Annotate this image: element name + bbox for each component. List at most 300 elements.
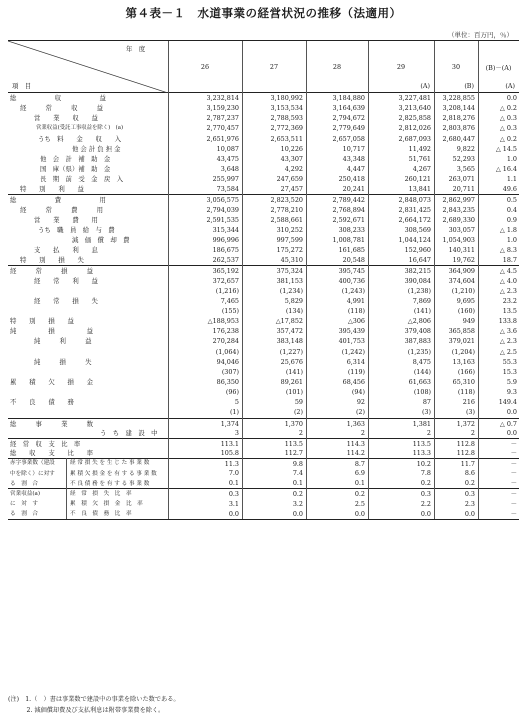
cell-value: 2,778,210 (270, 205, 303, 214)
cell-value: 0.2 (464, 479, 475, 488)
table-row (8, 225, 519, 235)
cell-value: 20,548 (342, 256, 365, 265)
cell-value: (1,227) (279, 347, 303, 356)
table-row (8, 336, 519, 346)
cell-value: 383,148 (276, 337, 303, 346)
cell-value: (96) (225, 388, 239, 397)
cell-value: 10,226 (280, 144, 303, 153)
cell-value: 3,565 (456, 164, 475, 173)
cell-value: 186,675 (212, 246, 239, 255)
row-label: 経 常 収 益 (20, 104, 104, 113)
cell-value: 149.4 (498, 398, 517, 407)
header-sub-5: (A) (505, 82, 515, 90)
cell-value: 2,651,976 (206, 134, 239, 143)
row-label: うち 料 金 収 入 (38, 134, 122, 143)
cell-value: △ 2.3 (499, 286, 517, 295)
cell-value: 2,588,661 (270, 215, 303, 224)
cell-value: △ 8.3 (499, 246, 517, 255)
cell-value: 308,569 (404, 225, 431, 234)
cell-value: △2,806 (407, 317, 431, 326)
table-row (8, 174, 519, 184)
cell-value: 1,363 (346, 419, 365, 428)
cell-value: △ 3.6 (499, 327, 517, 336)
cell-value: 0.2 (354, 490, 365, 499)
table-row (8, 448, 519, 458)
cell-value: (141) (413, 306, 431, 315)
cell-value: 10,717 (342, 144, 365, 153)
row-label: 国 庫（県）補 助 金 (40, 164, 111, 173)
table-row (8, 144, 519, 154)
cell-value: 7,869 (412, 296, 431, 305)
row-label: 純 利 益 (34, 337, 92, 346)
cell-value: 0.1 (354, 479, 365, 488)
cell-value: 7,465 (220, 296, 239, 305)
revenue-ratio-group (8, 489, 168, 519)
cell-value: 140,311 (448, 246, 475, 255)
cell-value: △ 2.3 (499, 337, 517, 346)
header-sub-4: (B) (464, 82, 474, 90)
cell-value: 5 (234, 398, 239, 407)
header-col-2: 28 (332, 63, 342, 71)
cell-value: 1,381 (412, 419, 431, 428)
cell-value: 365,858 (448, 327, 475, 336)
management-table (8, 40, 519, 520)
cell-value: (1,242) (341, 347, 365, 356)
table-row (8, 296, 519, 306)
cell-value: (1,234) (279, 286, 303, 295)
table-row (8, 347, 519, 357)
row-label: 総 収 益 (10, 94, 106, 102)
cell-value: 43,307 (280, 154, 303, 163)
cell-value: 310,252 (276, 225, 303, 234)
cell-value: 18.7 (502, 256, 517, 265)
cell-value: 5,829 (284, 296, 303, 305)
cell-value: △ 4.5 (499, 267, 517, 276)
cell-value: 1.0 (506, 235, 517, 244)
cell-value: 996,996 (212, 235, 239, 244)
cell-value: 2,687,093 (398, 134, 431, 143)
table-row (8, 438, 519, 448)
cell-value: 27,457 (280, 185, 303, 194)
row-label: 他 会 計 補 助 金 (40, 154, 111, 163)
cell-value: 11.7 (460, 460, 475, 469)
footnote-2: 2. 減価償却費及び支払利息は附帯事業費を除く。 (8, 707, 165, 714)
cell-value: 2,825,858 (398, 114, 431, 123)
cell-value: 2 (426, 428, 431, 437)
cell-value: 114.2 (346, 448, 365, 457)
cell-value: 395,439 (338, 327, 365, 336)
cell-value: 11.3 (224, 460, 239, 469)
cell-value: 3,164,639 (332, 104, 365, 113)
table-row (8, 276, 519, 286)
cell-value: 9.8 (292, 460, 303, 469)
cell-value: (3) (421, 408, 431, 417)
footnote-1: (注) 1.（ ）書は事業数で建設中の事業を除いた数である。 (8, 696, 180, 703)
cell-value: 2 (470, 428, 475, 437)
cell-value: 2.3 (464, 499, 475, 508)
row-label: 営 業 費 用 (34, 215, 98, 224)
cell-value: (1) (229, 408, 239, 417)
cell-value: 0.0 (464, 509, 475, 518)
row-label: 総 事 業 数 (10, 419, 94, 428)
cell-value: 113.5 (284, 439, 303, 448)
row-label: 不 良 債 務 (10, 398, 74, 407)
cell-value: 0.5 (506, 196, 517, 205)
table-row (8, 93, 519, 103)
table-row (8, 154, 519, 164)
cell-value: 161,685 (338, 246, 365, 255)
cell-value: 3 (234, 428, 239, 437)
header-sub-3: (A) (420, 82, 430, 90)
cell-value: 25,676 (280, 357, 303, 366)
cell-value: (1,238) (407, 286, 431, 295)
table-row (8, 418, 519, 428)
header-col-3: 29 (396, 63, 406, 71)
cell-value: 16,647 (408, 256, 431, 265)
cell-value: 3,232,814 (206, 94, 239, 102)
cell-value: (94) (351, 388, 365, 397)
cell-value: 2,657,058 (332, 134, 365, 143)
cell-value: 7.8 (420, 469, 431, 478)
table-row (8, 184, 519, 194)
cell-value: 89,261 (280, 377, 303, 386)
cell-value: 949 (462, 317, 475, 326)
cell-value: 2,591,535 (206, 215, 239, 224)
cell-value: △ 2.5 (499, 347, 517, 356)
cell-value: 152,960 (404, 246, 431, 255)
cell-value: 4,267 (412, 164, 431, 173)
cell-value: (3) (465, 408, 475, 417)
row-label: 純 損 益 (10, 327, 94, 336)
loss-ratio-group (8, 458, 168, 488)
row-label: う ち 建 設 中 (100, 428, 158, 437)
cell-value: (141) (285, 367, 303, 376)
cell-value: 2 (360, 428, 365, 437)
table-row (8, 235, 519, 245)
cell-value: 308,233 (338, 225, 365, 234)
cell-value: 113.1 (220, 439, 239, 448)
table-body (8, 93, 519, 519)
header-col-4: 30 (451, 63, 461, 71)
cell-value: 3.1 (228, 499, 239, 508)
loss-ratio-group-right: 不 良 債 務 を 有 す る 事 業 数 (70, 480, 150, 487)
table-row (8, 134, 519, 144)
cell-value: 1,374 (220, 419, 239, 428)
cell-value: 55.3 (502, 357, 517, 366)
cell-value: △ 0.3 (499, 124, 517, 133)
cell-value: 59 (294, 398, 303, 407)
header-col-0: 26 (200, 63, 210, 71)
cell-value: 43,348 (342, 154, 365, 163)
cell-value: 0.1 (228, 479, 239, 488)
cell-value: 997,599 (276, 235, 303, 244)
table-row (8, 164, 519, 174)
cell-value: － (510, 499, 517, 508)
cell-value: (1,216) (215, 286, 239, 295)
table-row (8, 103, 519, 113)
cell-value: 8.6 (464, 469, 475, 478)
cell-value: (1,064) (215, 347, 239, 356)
table-row (8, 255, 519, 265)
cell-value: 2,794,039 (206, 205, 239, 214)
cell-value: △ 16.4 (495, 164, 517, 173)
cell-value: 401,753 (338, 337, 365, 346)
header-col-1: 27 (269, 63, 279, 71)
cell-value: 2.2 (420, 499, 431, 508)
cell-value: 6.9 (354, 469, 365, 478)
cell-value: 92 (356, 398, 365, 407)
cell-value: － (510, 448, 517, 457)
row-label: 総 収 支 比 率 (10, 448, 94, 457)
cell-value: 8,475 (412, 357, 431, 366)
cell-value: 19,762 (452, 256, 475, 265)
cell-value: 0.2 (292, 490, 303, 499)
row-label: 特 別 損 失 (20, 256, 84, 265)
cell-value: 270,284 (212, 337, 239, 346)
cell-value: 2,831,425 (398, 205, 431, 214)
cell-value: 1,044,124 (398, 235, 431, 244)
cell-value: 11,492 (408, 144, 431, 153)
cell-value: 20,241 (342, 185, 365, 194)
cell-value: 1.0 (506, 154, 517, 163)
cell-value: 68,456 (342, 377, 365, 386)
header-nendo: 年 度 (126, 45, 146, 53)
cell-value: 9.3 (506, 388, 517, 397)
revenue-ratio-group-right: 累 積 欠 損 金 比 率 (70, 500, 143, 507)
header-col-5: (B)－(A) (485, 64, 512, 72)
cell-value: 2.5 (354, 499, 365, 508)
table-row (8, 265, 519, 275)
cell-value: △17,852 (275, 317, 303, 326)
cell-value: △ 4.0 (499, 276, 517, 285)
cell-value: 2,787,237 (206, 114, 239, 123)
cell-value: 2,680,447 (442, 134, 475, 143)
column-line (478, 41, 479, 519)
cell-value: 2,812,026 (398, 124, 431, 133)
row-label: 経 常 損 失 (34, 296, 98, 305)
column-line (368, 41, 369, 519)
cell-value: 0.0 (228, 509, 239, 518)
cell-value: 382,215 (404, 267, 431, 276)
cell-value: 0.0 (354, 509, 365, 518)
cell-value: △ 1.8 (499, 225, 517, 234)
table-row (8, 428, 519, 438)
column-line (434, 41, 435, 519)
cell-value: 0.0 (420, 509, 431, 518)
cell-value: 10.2 (416, 460, 431, 469)
cell-value: 2,803,876 (442, 124, 475, 133)
cell-value: 0.0 (506, 428, 517, 437)
cell-value: 1,008,781 (332, 235, 365, 244)
row-label: 他 会 計 負 担 金 (72, 144, 121, 153)
cell-value: 2,823,520 (270, 196, 303, 205)
cell-value: 133.8 (498, 317, 517, 326)
cell-value: △ 0.2 (499, 104, 517, 113)
header-item: 項 目 (12, 82, 32, 90)
cell-value: 114.3 (346, 439, 365, 448)
cell-value: 23.2 (502, 296, 517, 305)
loss-ratio-group-right: 累 積 欠 損 金 を 有 す る 事 業 数 (70, 470, 157, 477)
row-label: 減 価 償 却 費 (72, 235, 130, 244)
loss-ratio-group-left: 赤字事業数（建設 (10, 460, 55, 467)
cell-value: 1,372 (456, 419, 475, 428)
column-line (306, 41, 307, 519)
table-title: 第４表－１ 水道事業の経営状況の推移（法適用） (125, 6, 402, 20)
row-label: 総 費 用 (10, 196, 106, 205)
cell-value: (1,210) (451, 286, 475, 295)
cell-value: 372,657 (212, 276, 239, 285)
cell-value: 2,664,172 (398, 215, 431, 224)
cell-value: 43,475 (216, 154, 239, 163)
cell-value: (118) (347, 306, 365, 315)
cell-value: (1,204) (451, 347, 475, 356)
row-label: 営業収益(受託工事収益を除く) (a) (36, 125, 124, 132)
row-label: うち 職 員 給 与 費 (38, 225, 115, 234)
cell-value: 400,736 (338, 276, 365, 285)
cell-value: 3,228,855 (442, 94, 475, 102)
cell-value: 379,021 (448, 337, 475, 346)
table-row (8, 357, 519, 367)
cell-value: 303,057 (448, 225, 475, 234)
cell-value: (1,235) (407, 347, 431, 356)
cell-value: (144) (413, 367, 431, 376)
cell-value: 255,997 (212, 175, 239, 184)
cell-value: 315,344 (212, 225, 239, 234)
cell-value: 2,789,442 (332, 196, 365, 205)
cell-value: 94,046 (216, 357, 239, 366)
cell-value: 0.3 (228, 490, 239, 499)
cell-value: 73,584 (216, 185, 239, 194)
cell-value: 3,227,481 (398, 94, 431, 102)
cell-value: 86,350 (216, 377, 239, 386)
row-label: 特 別 損 益 (10, 317, 74, 326)
cell-value: 7.4 (292, 469, 303, 478)
table-row (8, 367, 519, 377)
cell-value: 105.8 (220, 448, 239, 457)
column-line (242, 41, 243, 519)
cell-value: 1,370 (284, 419, 303, 428)
cell-value: 2,768,894 (332, 205, 365, 214)
revenue-ratio-group-right: 経 常 損 失 比 率 (70, 490, 132, 497)
cell-value: 381,153 (276, 276, 303, 285)
revenue-ratio-group-left: る 割 合 (10, 511, 38, 518)
cell-value: (118) (457, 388, 475, 397)
cell-value: 3,153,534 (270, 104, 303, 113)
cell-value: 13.5 (502, 306, 517, 315)
cell-value: 2,794,672 (332, 114, 365, 123)
cell-value: 1.1 (506, 175, 517, 184)
row-label: 純 損 失 (34, 357, 92, 366)
cell-value: 45,310 (280, 256, 303, 265)
cell-value: 10,087 (216, 144, 239, 153)
cell-value: 395,745 (338, 267, 365, 276)
cell-value: 13,841 (408, 185, 431, 194)
cell-value: 20,711 (452, 185, 475, 194)
cell-value: 4,991 (346, 296, 365, 305)
cell-value: 2,848,073 (398, 196, 431, 205)
cell-value: 2,592,671 (332, 215, 365, 224)
cell-value: 375,324 (276, 267, 303, 276)
cell-value: 112.8 (456, 448, 475, 457)
table-row (8, 316, 519, 326)
row-label: 経 常 費 用 (20, 205, 104, 214)
cell-value: 113.3 (412, 448, 431, 457)
cell-value: 1,054,903 (442, 235, 475, 244)
cell-value: 2,788,593 (270, 114, 303, 123)
footnotes (8, 694, 180, 716)
cell-value: － (510, 469, 517, 478)
cell-value: 2,843,235 (442, 205, 475, 214)
cell-value: 112.8 (456, 439, 475, 448)
cell-value: △ 0.2 (499, 134, 517, 143)
table-row (8, 306, 519, 316)
table-row (8, 205, 519, 215)
cell-value: 49.6 (502, 185, 517, 194)
column-line (168, 41, 169, 519)
cell-value: 61,663 (408, 377, 431, 386)
cell-value: 6,314 (346, 357, 365, 366)
cell-value: 5.9 (506, 377, 517, 386)
cell-value: 262,537 (212, 256, 239, 265)
cell-value: 0.3 (464, 490, 475, 499)
cell-value: (1,243) (341, 286, 365, 295)
cell-value: (101) (285, 388, 303, 397)
cell-value: 0.3 (420, 490, 431, 499)
loss-ratio-group-right: 経 常 損 失 を 生 じ た 事 業 数 (70, 460, 150, 467)
cell-value: 2,772,369 (270, 124, 303, 133)
table-row (8, 407, 519, 417)
cell-value: 390,084 (404, 276, 431, 285)
cell-value: － (510, 490, 517, 499)
row-label: 経 常 収 支 比 率 (10, 439, 81, 448)
cell-value: 112.7 (284, 448, 303, 457)
cell-value: 175,272 (276, 246, 303, 255)
cell-value: － (510, 439, 517, 448)
cell-value: (166) (457, 367, 475, 376)
table-row (8, 397, 519, 407)
cell-value: 2,689,330 (442, 215, 475, 224)
cell-value: (134) (285, 306, 303, 315)
table-row (8, 215, 519, 225)
cell-value: (160) (457, 306, 475, 315)
cell-value: 3,213,640 (398, 104, 431, 113)
cell-value: 374,604 (448, 276, 475, 285)
cell-value: 2 (298, 428, 303, 437)
cell-value: △188,953 (207, 317, 239, 326)
cell-value: 3,208,144 (442, 104, 475, 113)
table-row (8, 123, 519, 133)
cell-value: 364,909 (448, 267, 475, 276)
cell-value: (119) (347, 367, 365, 376)
table-header (8, 41, 519, 93)
cell-value: － (510, 460, 517, 469)
cell-value: 379,408 (404, 327, 431, 336)
cell-value: 7.0 (228, 469, 239, 478)
cell-value: 113.5 (412, 439, 431, 448)
cell-value: (2) (293, 408, 303, 417)
revenue-ratio-group-left: に 対 す (10, 500, 38, 507)
row-label: 累 積 欠 損 金 (10, 377, 94, 386)
cell-value: 3,159,230 (206, 104, 239, 113)
loss-ratio-group-left: 中を除く）に対す (10, 470, 55, 477)
table-row (8, 377, 519, 387)
cell-value: 0.1 (292, 479, 303, 488)
cell-value: (2) (355, 408, 365, 417)
cell-value: 0.0 (506, 94, 517, 102)
cell-value: － (510, 479, 517, 488)
cell-value: 0.0 (292, 509, 303, 518)
cell-value: 9,822 (456, 144, 475, 153)
